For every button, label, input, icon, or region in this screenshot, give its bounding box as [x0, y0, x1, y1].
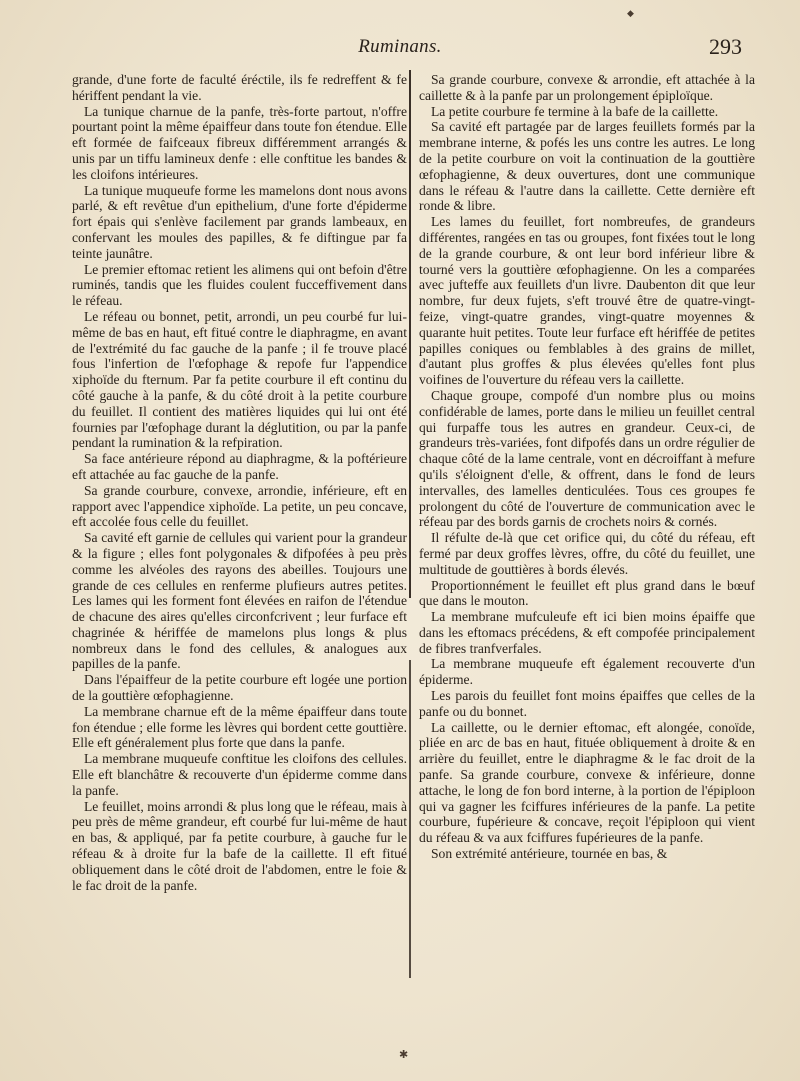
- ink-speck-icon: ✱: [399, 1049, 409, 1061]
- column-divider-lower: [409, 660, 411, 978]
- paragraph: Le feuillet, moins arrondi & plus long que le réfeau, mais à peu près de même grandeur, eft courbé fur lui-même de haut en bas, & appliqué, par fa petite courbure, à gauche fur le réfeau & à droite fur la bafe de la caillette. Il eft fitué obliquement dans le côté droit de l'abdomen, entre le foie & le fac droit de la panfe.: [72, 798, 407, 893]
- paragraph: Dans l'épaiffeur de la petite courbure eft logée une portion de la gouttière œfophagienne.: [72, 672, 407, 704]
- column-divider: [409, 70, 411, 598]
- paragraph: Les parois du feuillet font moins épaiffes que celles de la panfe ou du bonnet.: [419, 688, 755, 719]
- right-column: [419, 72, 755, 862]
- paragraph: grande, d'une forte de faculté éréctile, ils fe redreffent & fe hériffent pendant la vie.: [72, 72, 407, 103]
- paragraph: La tunique charnue de la panfe, très-forte partout, n'offre pourtant point la même épaiffeur dans toute fon étendue. Elle eft formée de faifceaux fibreux différemment arrangés & unis par un tiffu lamineux denfe : elle conftitue les bandes & les cloifons intérieures.: [72, 103, 407, 182]
- paragraph: La tunique muqueufe forme les mamelons dont nous avons parlé, & eft revêtue d'un epithelium, d'une forte d'épiderme fort épais qui s'enlève facilement par grands lambeaux, en confervant les moules des papilles, & fe diftingue par fa teinte jaunâtre.: [72, 182, 407, 261]
- paragraph: Proportionnément le feuillet eft plus grand dans le bœuf que dans le mouton.: [419, 577, 755, 609]
- paragraph: Le réfeau ou bonnet, petit, arrondi, un peu courbé fur lui-même de bas en haut, eft fitué contre le diaphragme, en avant de l'extrémité du fac gauche de la panfe ; il fe trouve placé fous l'infertion de l'œfophage & repofe fur l'appendice xiphoïde du fternum. Par fa petite courbure il eft continu du côté gauche à la panfe, & du côté droit à la petite courbure du feuillet. Il contient des matières liquides qui lui ont été fournies par l'œfophage durant la déglutition, ou par la panfe pendant la rumination & la refpiration.: [72, 308, 407, 451]
- paragraph: Sa grande courbure, convexe, arrondie, inférieure, eft en rapport avec l'appendice xiphoïde. La petite, un peu concave, eft accolée fous celle du feuillet.: [72, 482, 407, 530]
- paragraph: Chaque groupe, compofé d'un nombre plus ou moins confidérable de lames, porte dans le milieu un feuillet central qui furpaffe tous les autres en grandeur. Ceux-ci, de grandeurs très-variées, font difpofés dans un ordre régulier de chaque côté de la lame centrale, vont en décroiffant à mefure qu'ils s'éloignent d'elle, & offrent, dans le fond de leurs intervalles, des lamelles denticulées. Tous ces groupes fe prolongent du côté de l'ouverture de communication avec le réfeau par des bords garnis de crochets noirs & cornés.: [419, 387, 755, 530]
- paragraph: Le premier eftomac retient les alimens qui ont befoin d'être ruminés, tandis que les fluides coulent fucceffivement dans le réfeau.: [72, 261, 407, 309]
- paragraph: La caillette, ou le dernier eftomac, eft alongée, conoïde, pliée en arc de bas en haut, fituée obliquement à droite & en arrière du feuillet, entre le diaphragme & le fac droit de la panfe. Sa grande courbure, convexe & inférieure, donne attache, le long de fon bord interne, à la portion de l'épiploon qui va gagner les fciffures inférieures de la panfe. La petite courbure, fupérieure & concave, reçoit l'épiploon qui vient du réfeau & va aux fciffures fupérieures de la panfe.: [419, 719, 755, 846]
- paragraph: La petite courbure fe termine à la bafe de la caillette.: [431, 103, 719, 119]
- paragraph: La membrane muqueufe eft également recouverte d'un épiderme.: [419, 656, 755, 688]
- paragraph: Sa cavité eft garnie de cellules qui varient pour la grandeur & la figure ; elles font polygonales & difpofées à peu près comme les alvéoles des rayons des abeilles. Toujours une grande de ces cellules en renferme plufieurs autres petites. Les lames qui les forment font élevées en raifon de l'étendue de chacune des aires qu'elles circonfcrivent ; leur furface eft chagrinée & hériffée de mamelons plus longs & plus nombreux dans le fond des cellules, & analogues aux papilles de la panfe.: [72, 530, 407, 672]
- paragraph: Sa face antérieure répond au diaphragme, & la poftérieure eft attachée au fac gauche de la panfe.: [72, 451, 407, 482]
- paragraph: Sa cavité eft partagée par de larges feuillets formés par la membrane interne, & pofés les uns contre les autres. Le long de la petite courbure on voit la continuation de la gouttière œfophagienne, & deux ouvertures, dont une communique dans le réfeau & l'autre dans la caillette. Cette dernière eft ronde & libre.: [419, 119, 755, 214]
- left-column: [72, 72, 407, 893]
- paragraph: Son extrémité antérieure, tournée en bas, &: [431, 846, 668, 862]
- ink-speck-icon: ◆: [627, 8, 634, 18]
- paragraph: La membrane charnue eft de la même épaiffeur dans toute fon étendue ; elle forme les lèvres qui bordent cette gouttière. Elle eft généralement plus forte que dans la panfe.: [72, 703, 407, 751]
- page-number: 293: [709, 34, 742, 59]
- paragraph: Il réfulte de-là que cet orifice qui, du côté du réfeau, eft fermé par deux groffes lèvres, offre, du côté du feuillet, une multitude de gouttières à bords élevés.: [419, 530, 755, 577]
- running-header: Ruminans.: [358, 36, 442, 57]
- paragraph: Les lames du feuillet, fort nombreufes, de grandeurs différentes, rangées en tas ou groupes, font fixées tout le long de la grande courbure, & ont leur bord inférieur libre & tourné vers la gouttière œfophagienne. On les a comparées avec jufteffe aux feuillets d'un livre. Daubenton dit que leur nombre, fur deux fujets, s'eft trouvé être de quatre-vingt-feize, vingt-quatre grandes, vingt-quatre moyennes & quarante huit petites. Toute leur furface eft hériffée de petites papilles coniques ou femblables à des grains de millet, d'autant plus groffes & plus élevées qu'elles font plus voifines de l'ouverture du réfeau vers la caillette.: [419, 214, 755, 388]
- paragraph: La membrane mufculeufe eft ici bien moins épaiffe que dans les eftomacs précédens, & eft compofée principalement de fibres tranfverfales.: [419, 609, 755, 656]
- paragraph: La membrane muqueufe conftitue les cloifons des cellules. Elle eft blanchâtre & recouverte d'un épiderme comme dans la panfe.: [72, 751, 407, 798]
- paragraph: Sa grande courbure, convexe & arrondie, eft attachée à la caillette & à la panfe par un prolongement épiploïque.: [419, 72, 755, 103]
